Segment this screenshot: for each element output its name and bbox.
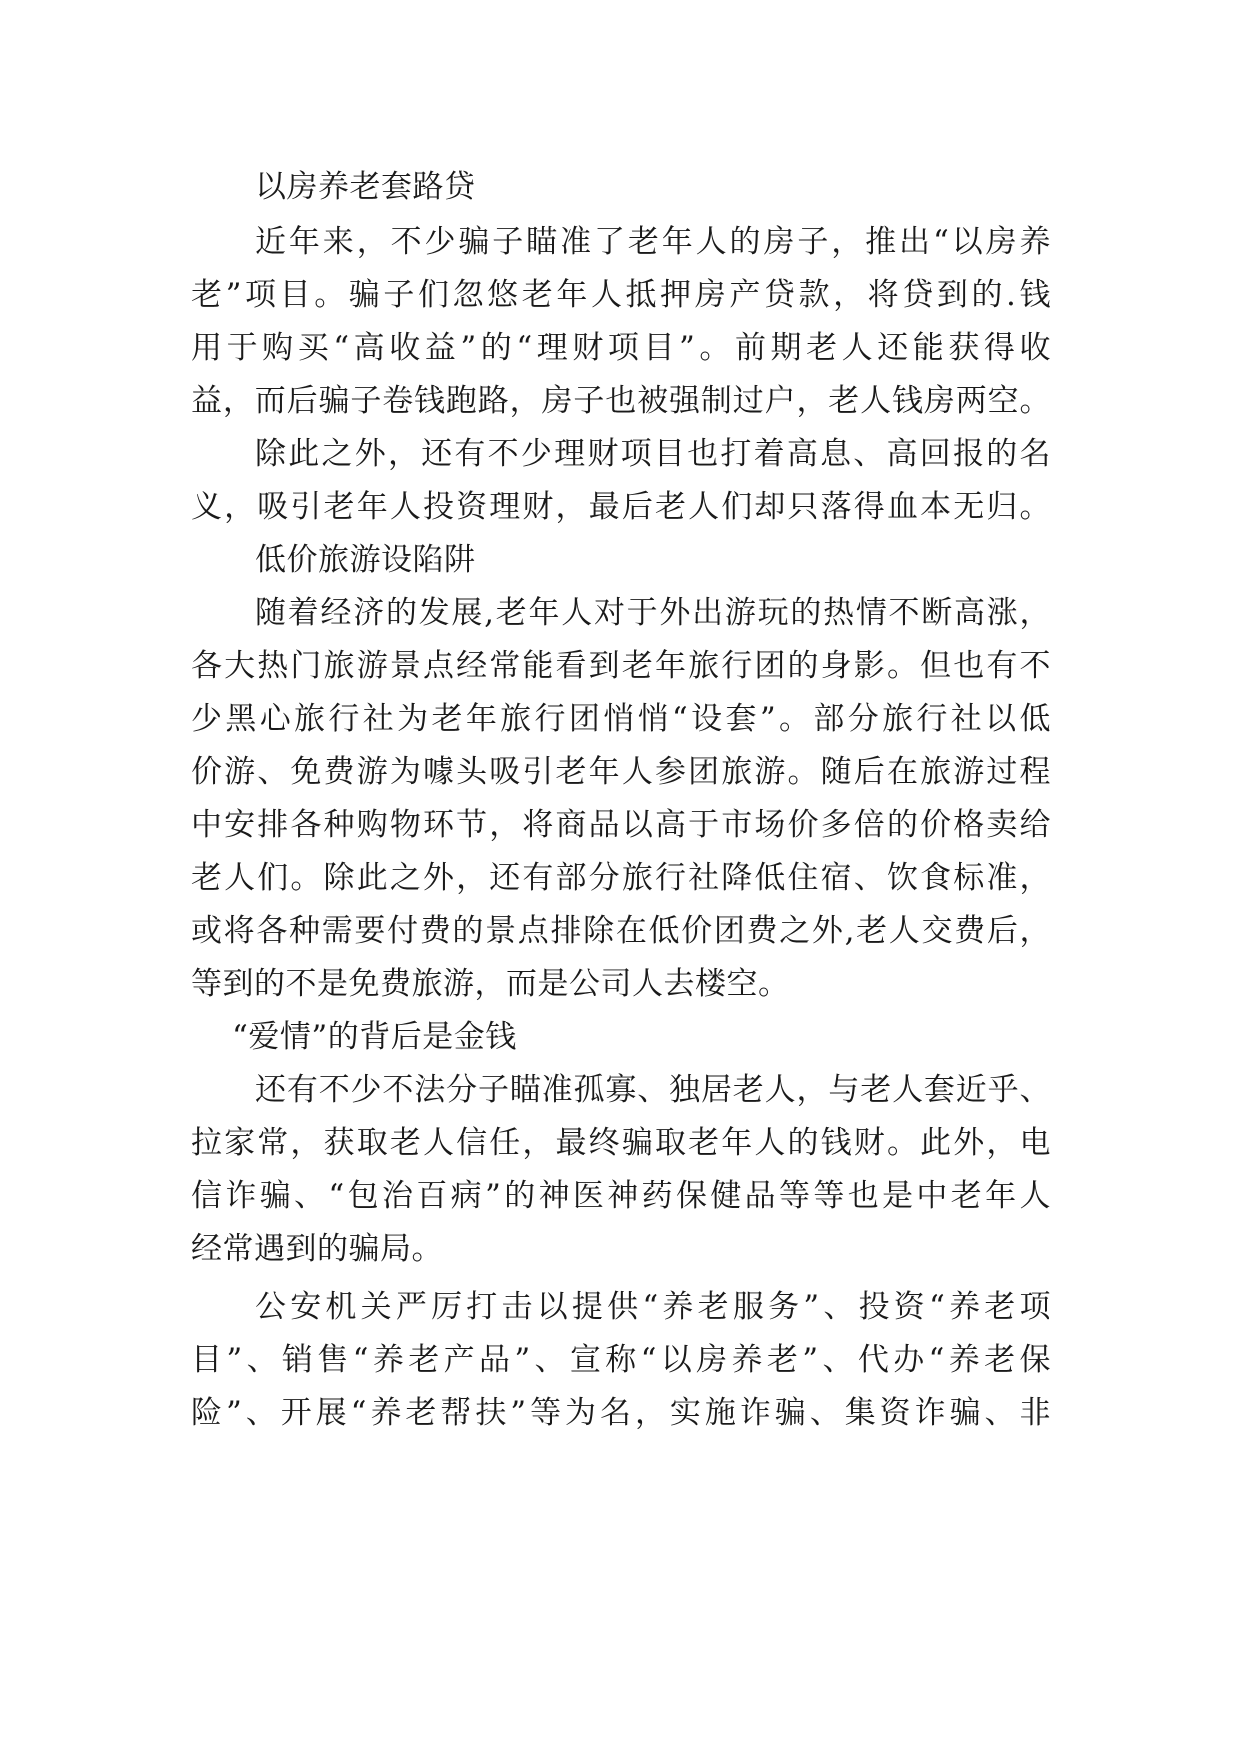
section-heading: “爱情”的背后是金钱 bbox=[232, 1019, 517, 1055]
text-line: 信诈骗、“包治百病”的神医神药保健品等等也是中老年人 bbox=[191, 1178, 1051, 1214]
section-heading: 以房养老套路贷 bbox=[255, 169, 476, 205]
text-line: 用于购买“高收益”的“理财项目”。前期老人还能获得收 bbox=[191, 330, 1051, 366]
text-line: 险”、开展“养老帮扶”等为名，实施诈骗、集资诈骗、非 bbox=[191, 1395, 1051, 1431]
text-line: 各大热门旅游景点经常能看到老年旅行团的身影。但也有不 bbox=[191, 648, 1051, 684]
text-line: 除此之外，还有不少理财项目也打着高息、高回报的名 bbox=[255, 436, 1051, 472]
text-line: 老”项目。骗子们忽悠老年人抵押房产贷款，将贷到的.钱 bbox=[191, 277, 1051, 313]
text-line: 目”、销售“养老产品”、宣称“以房养老”、代办“养老保 bbox=[191, 1342, 1051, 1378]
section-heading: 低价旅游设陷阱 bbox=[255, 542, 476, 578]
text-line: 老人们。除此之外，还有部分旅行社降低住宿、饮食标准， bbox=[191, 860, 1051, 896]
text-line: 经常遇到的骗局。 bbox=[191, 1231, 443, 1267]
text-line: 或将各种需要付费的景点排除在低价团费之外,老人交费后， bbox=[191, 913, 1051, 949]
text-line: 少黑心旅行社为老年旅行团悄悄“设套”。部分旅行社以低 bbox=[191, 701, 1051, 737]
text-line: 拉家常，获取老人信任，最终骗取老年人的钱财。此外，电 bbox=[191, 1125, 1051, 1161]
text-line: 益，而后骗子卷钱跑路，房子也被强制过户，老人钱房两空。 bbox=[191, 383, 1051, 419]
text-line: 价游、免费游为噱头吸引老年人参团旅游。随后在旅游过程 bbox=[191, 754, 1051, 790]
text-line: 等到的不是免费旅游，而是公司人去楼空。 bbox=[191, 966, 790, 1002]
text-line: 还有不少不法分子瞄准孤寡、独居老人，与老人套近乎、 bbox=[255, 1072, 1051, 1108]
text-line: 近年来，不少骗子瞄准了老年人的房子，推出“以房养 bbox=[255, 224, 1051, 260]
text-line: 公安机关严厉打击以提供“养老服务”、投资“养老项 bbox=[255, 1289, 1051, 1325]
text-line: 义，吸引老年人投资理财，最后老人们却只落得血本无归。 bbox=[191, 489, 1051, 525]
text-line: 中安排各种购物环节，将商品以高于市场价多倍的价格卖给 bbox=[191, 807, 1051, 843]
text-line: 随着经济的发展,老年人对于外出游玩的热情不断高涨， bbox=[255, 595, 1051, 631]
